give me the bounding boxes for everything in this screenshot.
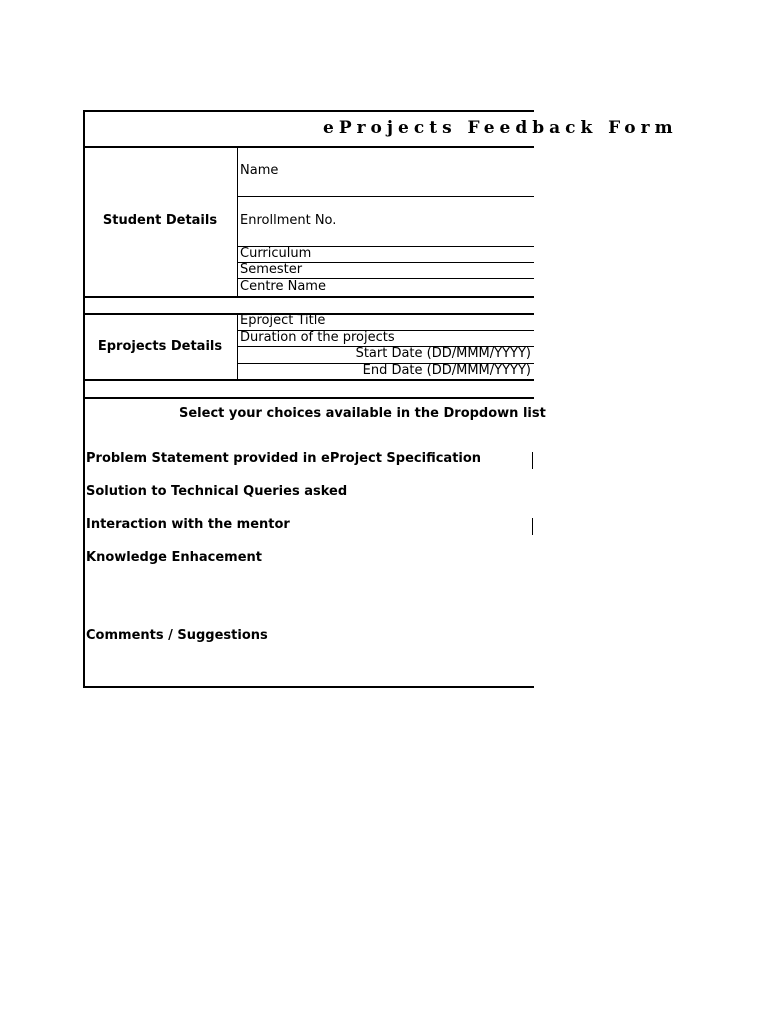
- eprojects-details-label: Eprojects Details: [97, 339, 223, 354]
- end-date-label: End Date (DD/MMM/YYYY): [362, 363, 531, 378]
- form-title: eProjects Feedback Form: [323, 118, 678, 138]
- column-divider: [237, 147, 238, 296]
- question-knowledge-enhancement: Knowledge Enhacement: [86, 550, 263, 565]
- section-divider: [83, 296, 534, 298]
- duration-label: Duration of the projects: [240, 330, 395, 345]
- dropdown-cell-marker[interactable]: [532, 452, 533, 469]
- section-divider: [83, 397, 534, 399]
- row-divider: [237, 196, 534, 197]
- feedback-form: [83, 110, 678, 688]
- section-divider: [83, 379, 534, 381]
- semester-label: Semester: [240, 262, 303, 277]
- curriculum-label: Curriculum: [240, 246, 312, 261]
- title-divider: [83, 146, 534, 148]
- name-label: Name: [240, 163, 279, 178]
- column-divider: [237, 314, 238, 380]
- form-border-bottom: [83, 686, 534, 688]
- enrollment-label: Enrollment No.: [240, 213, 337, 228]
- form-border-top: [83, 110, 534, 112]
- dropdown-cell-marker[interactable]: [532, 518, 533, 535]
- eproject-title-label: Eproject Title: [240, 313, 326, 328]
- dropdown-instruction: Select your choices available in the Dropdown list: [179, 406, 546, 421]
- comments-suggestions-label: Comments / Suggestions: [86, 628, 268, 643]
- form-border-left: [83, 110, 85, 688]
- question-technical-queries: Solution to Technical Queries asked: [86, 484, 348, 499]
- student-details-label: Student Details: [102, 213, 218, 228]
- question-problem-statement: Problem Statement provided in eProject Specification: [86, 451, 482, 466]
- question-mentor-interaction: Interaction with the mentor: [86, 517, 290, 532]
- centre-name-label: Centre Name: [240, 279, 326, 294]
- start-date-label: Start Date (DD/MMM/YYYY): [355, 346, 531, 361]
